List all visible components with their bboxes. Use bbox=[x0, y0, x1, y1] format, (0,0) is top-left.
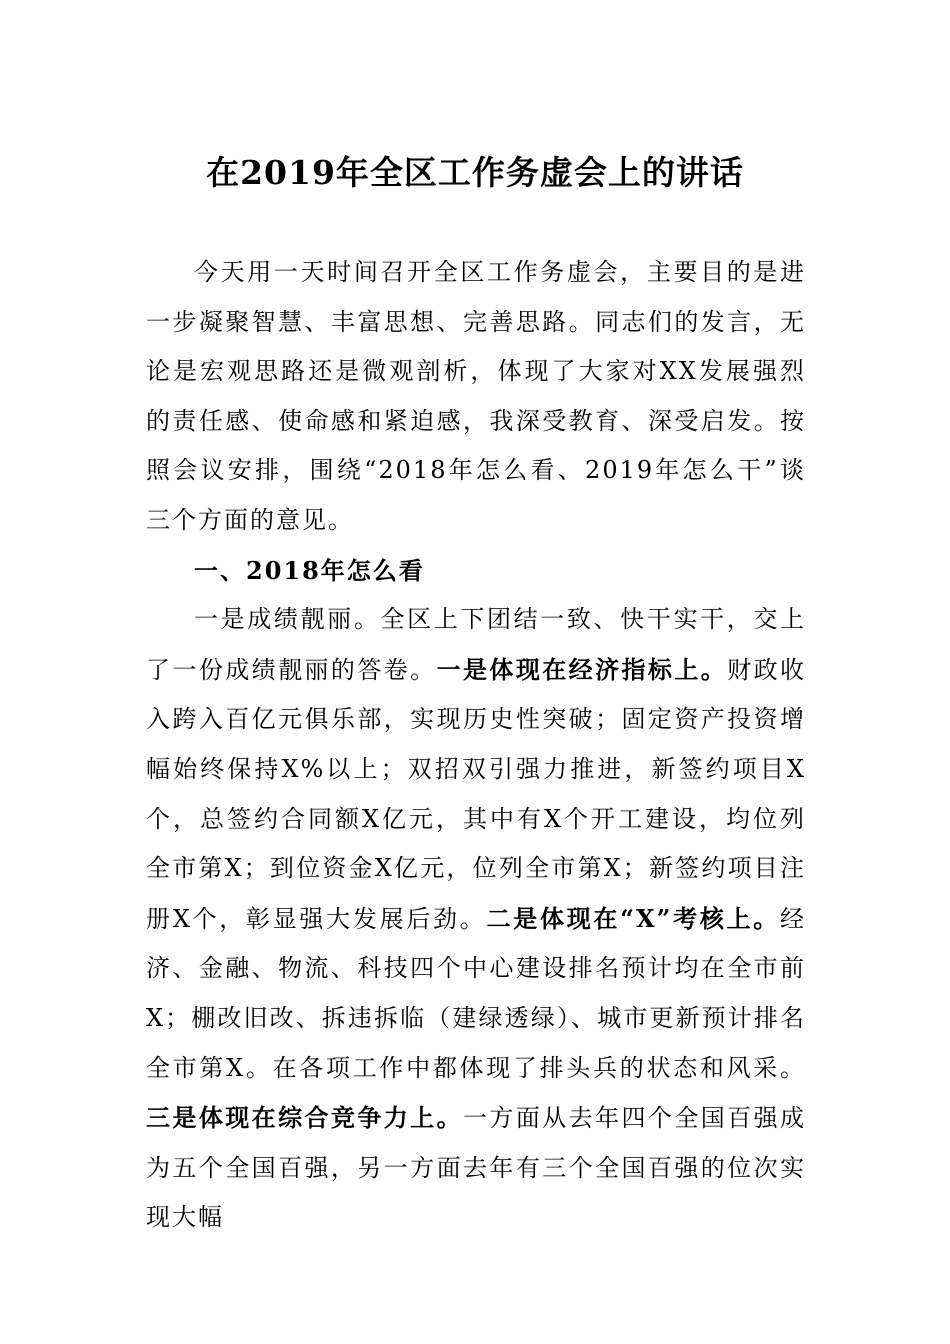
document-body bbox=[146, 248, 806, 1243]
point-3-text: 一方面从去年四个全国百强成为五个全国百强，另一方面去年有三个全国百强的位次实现大幅 bbox=[146, 1104, 806, 1232]
point-2-text: 经济、金融、物流、科技四个中心建设排名预计均在全市前X；棚改旧改、拆违拆临（建绿透绿）、城市更新预计排名全市第X。在各项工作中都体现了排头兵的状态和风采。 bbox=[146, 904, 806, 1082]
section-heading: 一、2018年怎么看 bbox=[194, 555, 425, 585]
paragraph-lead: 一是成绩靓丽。全区上下团结一致、快干实干，交上了一份成绩靓丽的答卷。 bbox=[146, 605, 806, 684]
bold-point-3: 三是体现在综合竞争力上。 bbox=[146, 1103, 463, 1133]
bold-point-1: 一是体现在经济指标上。 bbox=[436, 654, 728, 684]
point-1-text: 财政收入跨入百亿元俱乐部，实现历史性突破；固定资产投资增幅始终保持X%以上；双招双引强力推进，新签约项目X个，总签约合同额X亿元，其中有X个开工建设，均位列全市第X；到位资金X亿元，位列全市第X；新签约项目注册X个，彰显强大发展后劲。 bbox=[146, 655, 807, 933]
intro-paragraph: 今天用一天时间召开全区工作务虚会，主要目的是进一步凝聚智慧、丰富思想、完善思路。同志们的发言，无论是宏观思路还是微观剖析，体现了大家对XX发展强烈的责任感、使命感和紧迫感，我深受教育、深受启发。按照会议安排，围绕“2018年怎么看、2019年怎么干”谈三个方面的意见。 bbox=[146, 258, 806, 534]
bold-point-2: 二是体现在“X”考核上。 bbox=[486, 903, 780, 933]
achievements-paragraph bbox=[146, 595, 806, 1243]
document-title: 在2019年全区工作务虚会上的讲话 bbox=[206, 153, 744, 192]
